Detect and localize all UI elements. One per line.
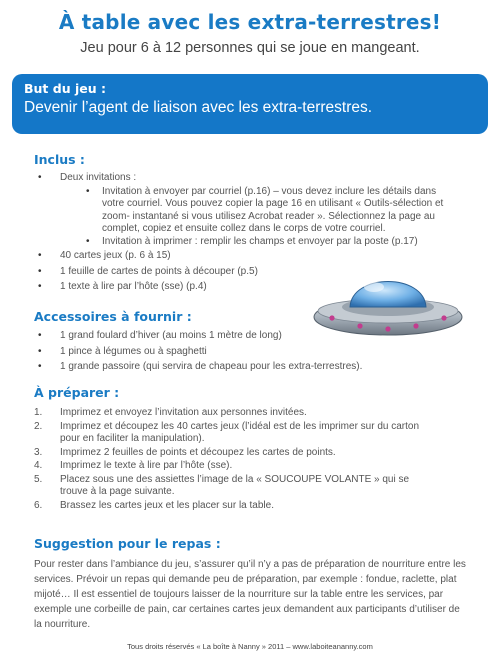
step-item (34, 474, 434, 499)
goal-text: Devenir l’agent de liaison avec les extra-terrestres. (24, 99, 373, 116)
page-title: À table avec les extra-terrestres! (58, 10, 442, 34)
list-item: • 1 grand foulard d’hiver (au moins 1 mètre de long) (34, 330, 454, 343)
list-item: • 1 feuille de cartes de points à découper (p.5) (34, 266, 454, 279)
step-text: Imprimez et découpez les 40 cartes jeux (l’idéal est de les imprimer sur du carton pour en faciliter la manipulation). (60, 420, 420, 444)
section-heading-suggestion: Suggestion pour le repas : (34, 536, 221, 551)
flying-saucer-icon (312, 255, 464, 339)
invitations-label: Deux invitations : (60, 172, 137, 183)
step-item (34, 447, 434, 460)
suggestion-paragraph: Pour rester dans l’ambiance du jeu, s’assurer qu’il n’y a pas de préparation de nourriture entre les services. Prévoir un repas qui demande peu de préparation, par exemple : fondue, raclette, plat mijoté… Il est essentiel de toujours laisser de la nourriture sur la table entre les services, par exemple une corbeille de pain, car certaines cartes jeux demandent aux participants d’utiliser de la nourriture. (34, 559, 466, 630)
goal-label: But du jeu : (24, 81, 106, 96)
goal-box (12, 74, 488, 134)
invitations-sublist (80, 186, 454, 249)
step-text: Imprimez 2 feuilles de points et découpez les cartes de points. (60, 446, 336, 458)
preparer-steps (34, 407, 434, 513)
page-subtitle: Jeu pour 6 à 12 personnes qui se joue en mangeant. (80, 40, 420, 56)
section-heading-inclus: Inclus : (34, 152, 85, 167)
step-item (34, 407, 434, 420)
step-text: Placez sous une des assiettes l’image de la « SOUCOUPE VOLANTE » qui se trouve à la page suivante. (60, 473, 410, 497)
footer-copyright: Tous droits réservés « La boîte à Nanny » 2011 – www.laboiteananny.com (127, 642, 373, 651)
accessoires-list (34, 330, 454, 374)
list-item: • Invitation à imprimer : remplir les champs et envoyer par la poste (p.17) (80, 236, 454, 249)
list-item: • 1 pince à légumes ou à spaghetti (34, 346, 454, 359)
step-number: 6. (34, 499, 43, 511)
section-heading-accessoires: Accessoires à fournir : (34, 309, 192, 324)
list-item (34, 172, 454, 248)
list-item: • 40 cartes jeux (p. 6 à 15) (34, 250, 454, 263)
step-item (34, 460, 434, 473)
list-item: • 1 texte à lire par l’hôte (sse) (p.4) (34, 281, 454, 294)
section-heading-preparer: À préparer : (34, 385, 120, 400)
step-number: 2. (34, 420, 43, 432)
step-text: Imprimez le texte à lire par l’hôte (sse). (60, 460, 233, 471)
step-number: 3. (34, 446, 43, 458)
step-number: 5. (34, 473, 43, 485)
step-number: 4. (34, 460, 43, 471)
step-item (34, 421, 434, 446)
list-item: • Invitation à envoyer par courriel (p.16) – vous devez inclure les détails dans votre courriel. Vous pouvez copier la page 16 en utilisant « Outils-sélection et zoom- instantané si vous utilisez Acrobat reader ». Sélectionnez la page au complet, copiez et ensuite collez dans le corps de votre courriel. (80, 186, 454, 236)
step-item (34, 500, 434, 513)
list-item: • 1 grande passoire (qui servira de chapeau pour les extra-terrestres). (34, 361, 454, 374)
step-number: 1. (34, 407, 43, 418)
step-text: Imprimez et envoyez l’invitation aux personnes invitées. (60, 407, 307, 418)
step-text: Brassez les cartes jeux et les placer sur la table. (60, 499, 274, 511)
